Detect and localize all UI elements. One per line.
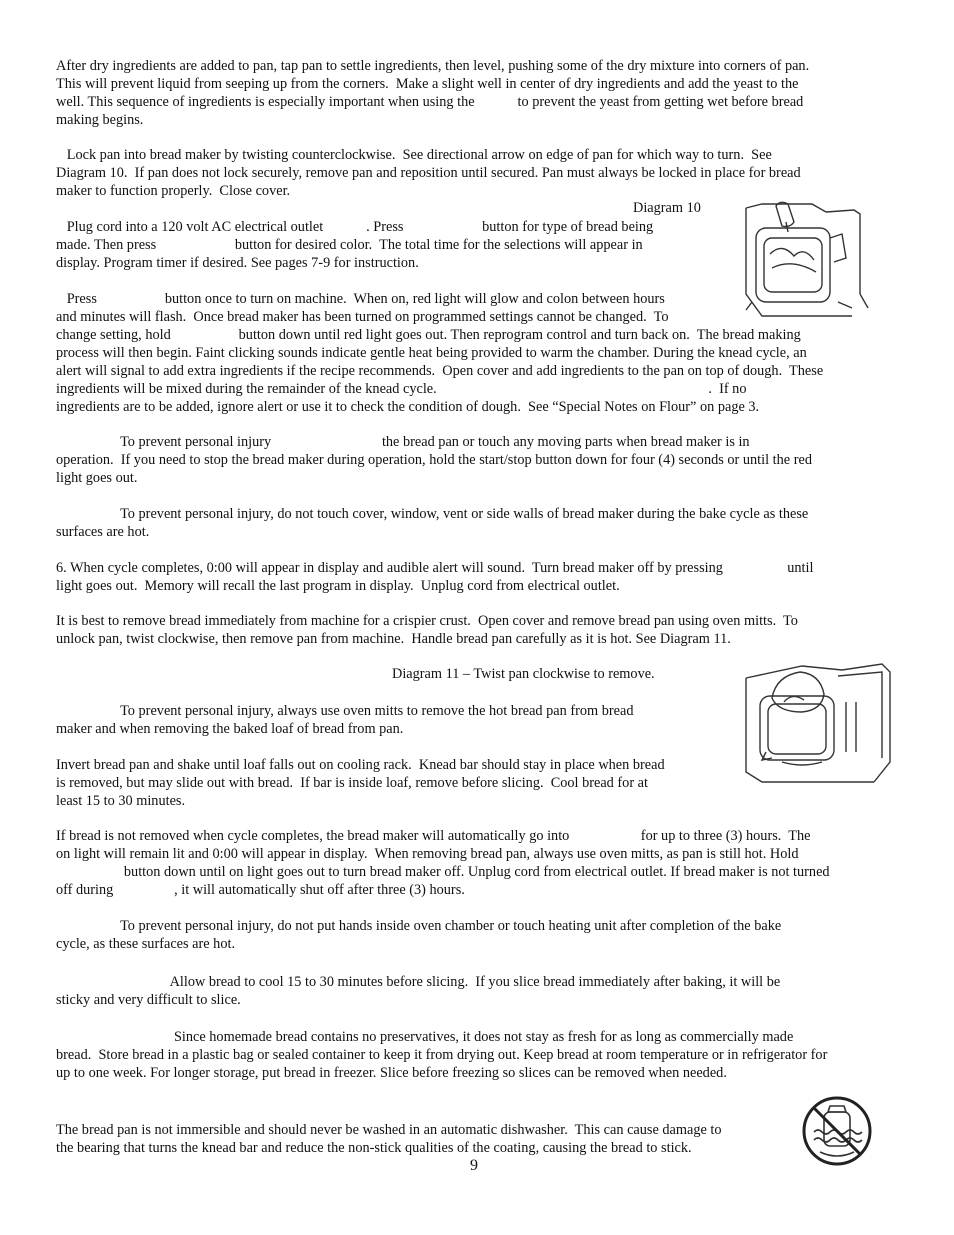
text-line: least 15 to 30 minutes. [56,793,186,809]
text-line: To prevent personal injury, always use oven mitts to remove the hot bread pan from bread [56,703,634,719]
text-line: It is best to remove bread immediately from machine for a crispier crust. Open cover and remove bread pan using oven mitts. To [56,613,798,629]
text-line: This will prevent liquid from seeping up from the corners. Make a slight well in center of dry ingredients and add the yeast to the [56,76,799,92]
diagram-11-caption: Diagram 11 – Twist pan clockwise to remove. [392,666,655,682]
text-line: Allow bread to cool 15 to 30 minutes before slicing. If you slice bread immediately after baking, it will be [56,974,781,990]
text-line: up to one week. For longer storage, put bread in freezer. Slice before freezing so slices can be removed when needed. [56,1065,727,1081]
text-line: Press button once to turn on machine. When on, red light will glow and colon between hours [56,291,665,307]
text-line: on light will remain lit and 0:00 will appear in display. When removing bread pan, always use oven mitts, as pan is still hot. Hold [56,846,799,862]
text-line: and minutes will flash. Once bread maker has been turned on programmed settings cannot be changed. To [56,309,669,325]
paragraph-10 [56,756,736,810]
text-line: operation. If you need to stop the bread maker during operation, hold the start/stop button down for four (4) seconds or until the red [56,452,812,468]
no-immerse-icon [800,1094,874,1168]
text-line: sticky and very difficult to slice. [56,992,241,1008]
text-line: is removed, but may slide out with bread. If bar is inside loaf, remove before slicing. Cool bread for at [56,775,648,791]
text-line: To prevent personal injury the bread pan or touch any moving parts when bread maker is in [56,434,750,450]
paragraph-11 [56,827,900,899]
text-line: cycle, as these surfaces are hot. [56,936,236,952]
text-line: Lock pan into bread maker by twisting counterclockwise. See directional arrow on edge of pan for which way to turn. See [56,147,772,163]
text-line: light goes out. Memory will recall the last program in display. Unplug cord from electrical outlet. [56,578,620,594]
diagram-10-caption: Diagram 10 [633,200,701,216]
paragraph-12 [56,917,900,953]
text-line: button down until on light goes out to turn bread maker off. Unplug cord from electrical outlet. If bread maker is not turned [56,864,830,880]
text-line: display. Program timer if desired. See pages 7-9 for instruction. [56,255,419,271]
diagram-11-figure [742,662,894,784]
text-line: Invert bread pan and shake until loaf falls out on cooling rack. Knead bar should stay in place when bread [56,757,665,773]
text-line: process will then begin. Faint clicking sounds indicate gentle heat being provided to warm the chamber. During the knead cycle, an [56,345,807,361]
text-line: light goes out. [56,470,138,486]
text-line: Diagram 10. If pan does not lock securely, remove pan and reposition until secured. Pan must always be locked in place for bread [56,165,801,181]
paragraph-2 [56,146,900,200]
text-line: After dry ingredients are added to pan, tap pan to settle ingredients, then level, pushing some of the dry mixture into corners of pan. [56,58,810,74]
text-line: To prevent personal injury, do not put hands inside oven chamber or touch heating unit after completion of the bake [56,918,782,934]
text-line: The bread pan is not immersible and should never be washed in an automatic dishwasher. This can cause damage to [56,1122,722,1138]
paragraph-3 [56,218,736,272]
paragraph-13 [56,973,900,1009]
text-line: surfaces are hot. [56,524,150,540]
paragraph-5 [56,433,900,487]
pan-twist-illustration-icon [742,662,894,784]
text-line: bread. Store bread in a plastic bag or sealed container to keep it from drying out. Keep bread at room temperature or in refrigerator for [56,1047,828,1063]
text-line: off during , it will automatically shut off after three (3) hours. [56,882,465,898]
pan-lock-illustration-icon [742,198,870,326]
paragraph-9 [56,702,736,738]
text-line: unlock pan, twist clockwise, then remove pan from machine. Handle bread pan carefully as it is hot. See Diagram 11. [56,631,731,647]
text-line: making begins. [56,112,144,128]
text-line: Since homemade bread contains no preservatives, it does not stay as fresh for as long as commercially made [56,1029,794,1045]
paragraph-1 [56,57,900,129]
paragraph-6 [56,505,900,541]
text-line: made. Then press button for desired color. The total time for the selections will appear in [56,237,643,253]
text-line: ingredients are to be added, ignore alert or use it to check the condition of dough. See “Special Notes on Flour” on page 3. [56,399,760,415]
text-line: Plug cord into a 120 volt AC electrical outlet . Press button for type of bread being [56,219,654,235]
paragraph-15 [56,1121,796,1157]
text-line: To prevent personal injury, do not touch cover, window, vent or side walls of bread maker during the bake cycle as these [56,506,809,522]
paragraph-8 [56,612,900,648]
paragraph-7 [56,559,900,595]
text-line: ingredients will be mixed during the remainder of the knead cycle. . If no [56,381,747,397]
text-line: the bearing that turns the knead bar and reduce the non-stick qualities of the coating, causing the bread to stick. [56,1140,692,1156]
no-immerse-figure [800,1094,874,1168]
text-line: 6. When cycle completes, 0:00 will appear in display and audible alert will sound. Turn bread maker off by pressing until [56,560,814,576]
text-line: well. This sequence of ingredients is especially important when using the to prevent the yeast from getting wet before bread [56,94,804,110]
text-line: If bread is not removed when cycle completes, the bread maker will automatically go into for up to three (3) hours. The [56,828,811,844]
text-line: maker and when removing the baked loaf of bread from pan. [56,721,404,737]
page-number: 9 [470,1157,478,1174]
text-line: change setting, hold button down until red light goes out. Then reprogram control and turn back on. The bread making [56,327,801,343]
diagram-10-figure [742,198,870,326]
text-line: maker to function properly. Close cover. [56,183,291,199]
text-line: alert will signal to add extra ingredients if the recipe recommends. Open cover and add ingredients to the pan on top of dough. These [56,363,824,379]
paragraph-14 [56,1028,900,1082]
